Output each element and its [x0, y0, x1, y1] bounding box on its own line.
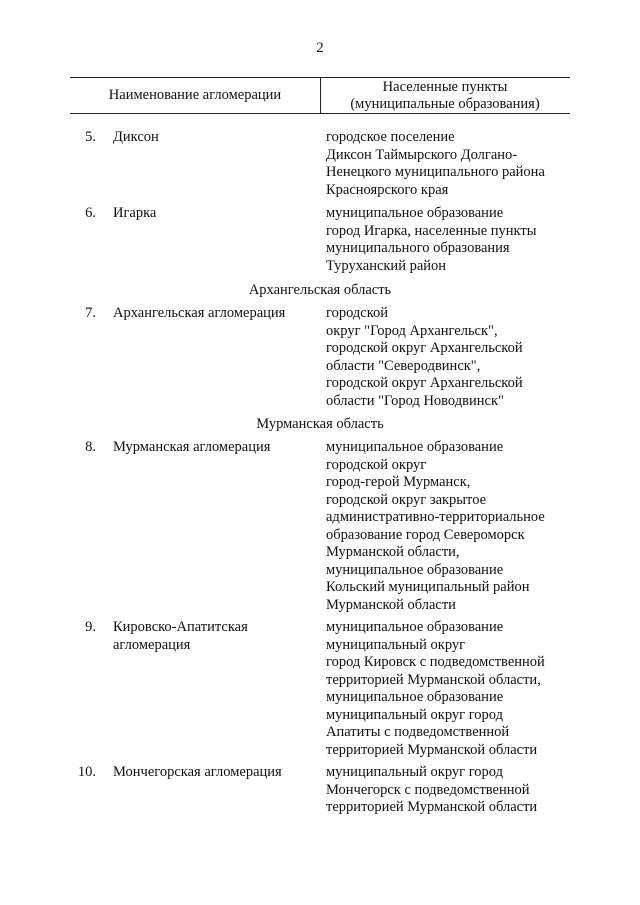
- name-line: агломерация: [113, 636, 191, 653]
- settlement-line: городской округ Архангельской: [326, 375, 523, 391]
- settlement-line: городской округ Архангельской: [326, 340, 523, 356]
- row-number: 5.: [85, 129, 96, 145]
- settlement-line: муниципальный округ город: [326, 764, 503, 780]
- settlement-line: территорией Мурманской области: [326, 799, 538, 815]
- settlement-line: Туруханский район: [326, 257, 447, 274]
- agglomeration-name: [113, 764, 313, 782]
- name-line: Мурманская агломерация: [113, 439, 271, 455]
- settlement-line: области "Северодвинск",: [326, 357, 481, 374]
- settlement-line: муниципальное образование: [326, 619, 504, 635]
- settlement-line: муниципального образования: [326, 240, 510, 256]
- agglomeration-name: [113, 439, 313, 457]
- settlement-line: город Игарка, населенные пункты: [326, 222, 537, 239]
- table-header-bottom-rule: [70, 113, 570, 114]
- settlements: [326, 619, 576, 759]
- settlement-line: Мурманской области: [326, 596, 456, 613]
- settlement-line: городское поселение: [326, 129, 455, 145]
- settlements: [326, 439, 576, 614]
- settlement-line: муниципальный округ город: [326, 706, 503, 723]
- settlement-line: Красноярского края: [326, 181, 449, 198]
- row-number: 7.: [85, 305, 96, 321]
- settlement-line: Диксон Таймырского Долгано-: [326, 146, 518, 163]
- settlement-line: муниципальное образование: [326, 205, 504, 221]
- settlement-line: городской округ закрытое: [326, 491, 487, 508]
- settlements: [326, 129, 576, 199]
- name-line: Кировско-Апатитская: [113, 619, 248, 635]
- header-agglomeration-name: Наименование агломерации: [108, 87, 282, 103]
- section-heading-arkhangelsk: Архангельская область: [248, 282, 392, 298]
- settlement-line: Кольский муниципальный район: [326, 579, 530, 595]
- name-line: Игарка: [113, 205, 157, 221]
- settlement-line: муниципальное образование: [326, 439, 504, 455]
- settlement-line: Мончегорск с подведомственной: [326, 781, 530, 798]
- section-heading-murmansk: Мурманская область: [256, 416, 384, 432]
- settlements: [326, 764, 576, 817]
- settlement-line: город-герой Мурманск,: [326, 474, 471, 490]
- row-number: 9.: [85, 619, 96, 635]
- settlements: [326, 205, 576, 275]
- settlement-line: муниципальное образование: [326, 689, 504, 705]
- name-line: Мончегорская агломерация: [113, 764, 282, 780]
- header-settlements-line1: Населенные пункты: [382, 79, 508, 95]
- agglomeration-name: [113, 205, 313, 223]
- settlement-line: город Кировск с подведомственной: [326, 654, 545, 670]
- settlement-line: округ "Город Архангельск",: [326, 322, 498, 339]
- row-number: 10.: [77, 764, 96, 780]
- settlement-line: области "Город Новодвинск": [326, 392, 504, 409]
- settlement-line: муниципальный округ: [326, 636, 466, 653]
- name-line: Диксон: [113, 129, 159, 145]
- settlement-line: Мурманской области,: [326, 544, 460, 560]
- settlement-line: городской: [326, 305, 389, 321]
- settlement-line: Апатиты с подведомственной: [326, 724, 510, 740]
- agglomeration-name: [113, 305, 313, 323]
- settlement-line: муниципальное образование: [326, 561, 504, 578]
- settlement-line: территорией Мурманской области,: [326, 671, 541, 688]
- settlement-line: административно-территориальное: [326, 509, 545, 525]
- settlement-line: образование город Североморск: [326, 526, 525, 543]
- settlement-line: территорией Мурманской области: [326, 741, 538, 758]
- row-number: 6.: [85, 205, 96, 221]
- settlement-line: Ненецкого муниципального района: [326, 164, 545, 180]
- page-number: 2: [316, 40, 324, 56]
- agglomeration-name: [113, 129, 313, 147]
- settlement-line: городской округ: [326, 456, 427, 473]
- header-settlements-line2: (муниципальные образования): [350, 96, 540, 112]
- agglomeration-name: [113, 619, 313, 654]
- settlements: [326, 305, 576, 410]
- row-number: 8.: [85, 439, 96, 455]
- name-line: Архангельская агломерация: [113, 305, 286, 321]
- header-settlements: [320, 79, 570, 113]
